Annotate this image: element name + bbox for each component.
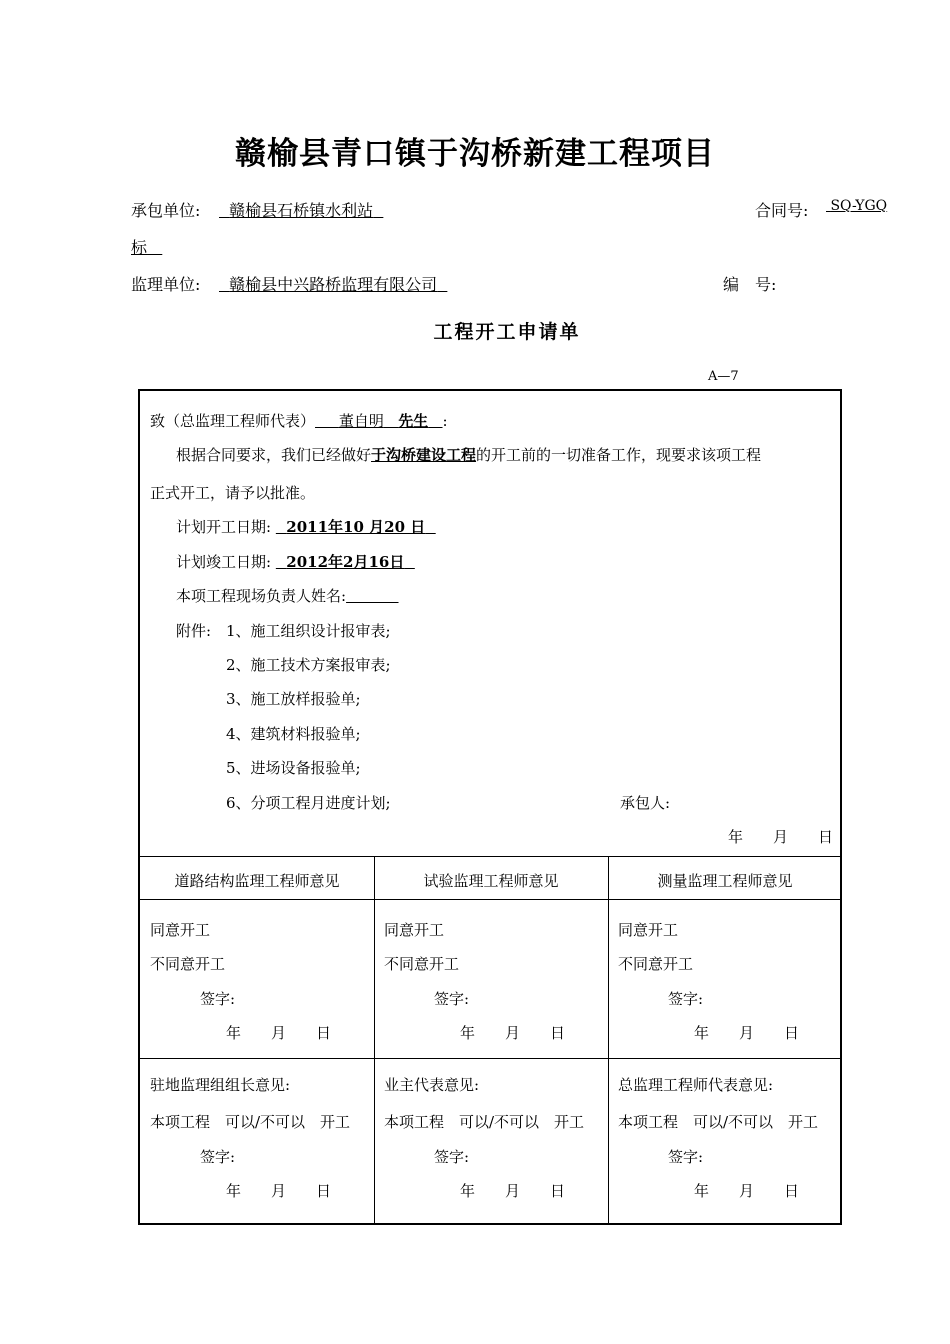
contract-no-value: SQ-YGQ — [830, 198, 888, 214]
disagree-option: 不同意开工 — [384, 955, 460, 973]
planned-end-date: 2012年2月16日 — [286, 553, 405, 571]
agree-option: 同意开工 — [150, 921, 211, 939]
attachment-item: 3、施工放样报验单; — [226, 690, 361, 708]
application-form-table — [138, 389, 842, 1225]
signature-label: 签字: — [200, 990, 236, 1008]
column-divider — [608, 856, 609, 1225]
agree-option: 同意开工 — [384, 921, 445, 939]
approval-decision: 本项工程 可以/不可以 开工 — [384, 1113, 585, 1131]
test-engineer-opinion-header: 试验监理工程师意见 — [423, 872, 559, 890]
serial-label: 编 号: — [723, 275, 777, 294]
signature-label: 签字: — [434, 1148, 470, 1166]
supervisor-value: 赣榆县中兴路桥监理有限公司 — [229, 275, 438, 294]
form-code: A—7 — [708, 369, 739, 384]
planned-start-date: 2011年10 月20 日 — [286, 518, 426, 536]
contractor-value: 赣榆县石桥镇水利站 — [229, 201, 374, 220]
addressee-line: 致（总监理工程师代表） 董自明 先生 : — [150, 412, 448, 430]
owner-representative-opinion-label: 业主代表意见: — [384, 1076, 480, 1094]
form-title: 工程开工申请单 — [433, 321, 581, 343]
date-line: 年 月 日 — [694, 1182, 800, 1200]
signature-label: 签字: — [668, 990, 704, 1008]
chief-supervisor-rep-opinion-label: 总监理工程师代表意见: — [618, 1076, 774, 1094]
contract-no-label: 合同号: — [755, 201, 809, 220]
request-body-line2: 正式开工，请予以批准。 — [150, 484, 316, 502]
signature-label: 签字: — [668, 1148, 704, 1166]
survey-engineer-opinion-header: 测量监理工程师意见 — [657, 872, 793, 890]
approval-decision: 本项工程 可以/不可以 开工 — [150, 1113, 351, 1131]
attachment-item: 4、建筑材料报验单; — [226, 725, 361, 743]
request-body-line1: 根据合同要求，我们已经做好于沟桥建设工程的开工前的一切准备工作，现要求该项工程 — [176, 446, 762, 464]
date-line: 年 月 日 — [694, 1024, 800, 1042]
attachment-item: 2、施工技术方案报审表; — [226, 656, 391, 674]
date-line: 年 月 日 — [460, 1182, 566, 1200]
section-suffix: 标 — [131, 238, 148, 257]
attachment-item: 5、进场设备报验单; — [226, 759, 361, 777]
disagree-option: 不同意开工 — [618, 955, 694, 973]
contractor-date: 年 月 日 — [728, 828, 834, 846]
planned-start-line: 计划开工日期: 2011年10 月20 日 — [176, 518, 426, 536]
date-line: 年 月 日 — [226, 1182, 332, 1200]
row-divider — [140, 856, 840, 857]
date-line: 年 月 日 — [460, 1024, 566, 1042]
supervisor-label: 监理单位: — [131, 275, 201, 294]
contractor-signature-label: 承包人: — [620, 794, 671, 812]
document-title: 赣榆县青口镇于沟桥新建工程项目 — [235, 136, 715, 172]
signature-label: 签字: — [434, 990, 470, 1008]
row-divider — [140, 899, 840, 900]
attachment-item: 6、分项工程月进度计划; — [226, 794, 391, 812]
attachments-label: 附件: — [176, 622, 212, 640]
project-name: 于沟桥建设工程 — [371, 446, 477, 464]
site-manager-line: 本项工程现场负责人姓名: — [176, 587, 347, 605]
column-divider — [374, 856, 375, 1225]
signature-label: 签字: — [200, 1148, 236, 1166]
contractor-label: 承包单位: — [131, 201, 201, 220]
date-line: 年 月 日 — [226, 1024, 332, 1042]
planned-end-line: 计划竣工日期: 2012年2月16日 — [176, 553, 405, 571]
agree-option: 同意开工 — [618, 921, 679, 939]
road-engineer-opinion-header: 道路结构监理工程师意见 — [174, 872, 340, 890]
attachment-item: 1、施工组织设计报审表; — [226, 622, 391, 640]
approval-decision: 本项工程 可以/不可以 开工 — [618, 1113, 819, 1131]
disagree-option: 不同意开工 — [150, 955, 226, 973]
row-divider — [140, 1058, 840, 1059]
resident-supervisor-opinion-label: 驻地监理组组长意见: — [150, 1076, 291, 1094]
